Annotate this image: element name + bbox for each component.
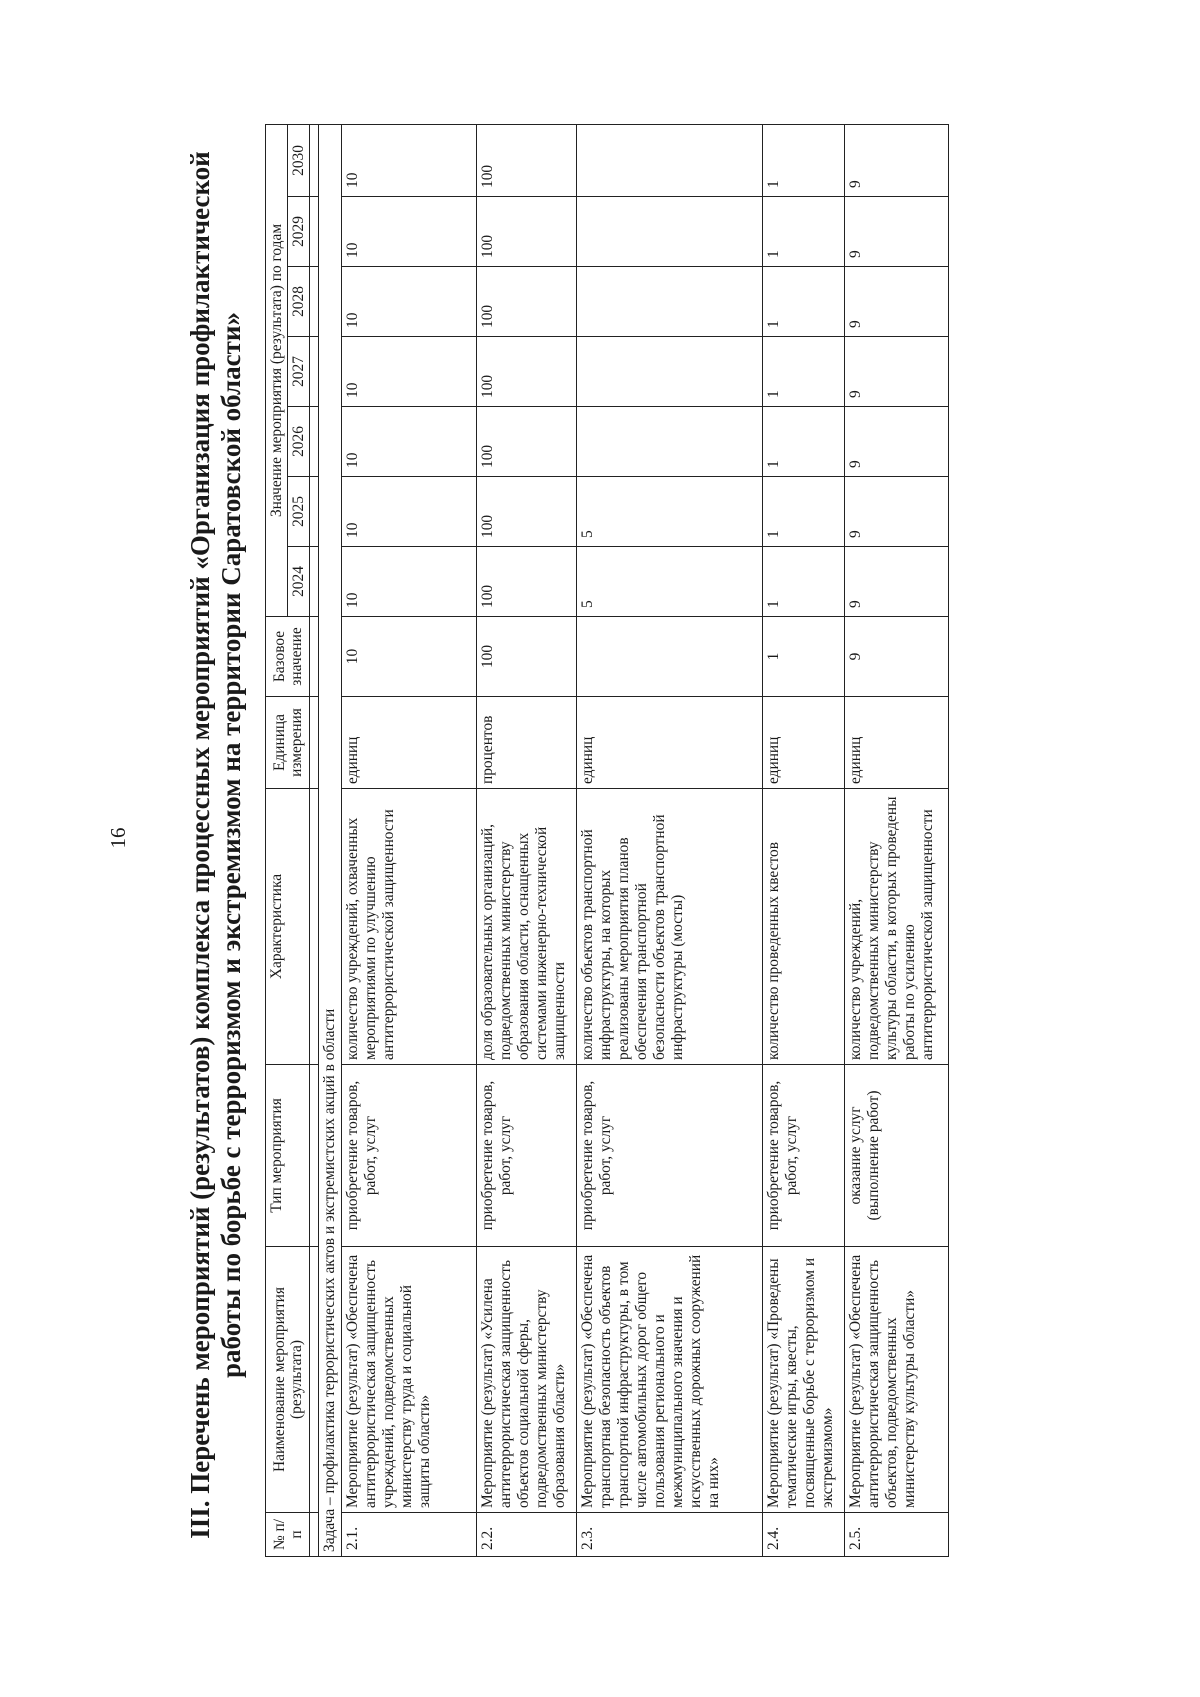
row-value: 1 — [763, 197, 845, 267]
row-unit: процентов — [477, 697, 577, 789]
table-row — [763, 124, 845, 1556]
row-value: 10 — [342, 197, 477, 267]
row-value: 9 — [845, 197, 949, 267]
header-characteristic: Характеристика — [266, 789, 310, 1065]
row-value: 10 — [342, 267, 477, 337]
row-type: приобретение товаров, работ, услуг — [763, 1065, 845, 1247]
row-value: 100 — [477, 407, 577, 477]
row-name: Мероприятие (результат) «Обеспечена антитеррористическая защищенность объектов, подведомственных министерству культуры области» — [845, 1247, 949, 1513]
row-characteristic: количество объектов транспортной инфраструктуры, на которых реализованы мероприятия планов обеспечения транспортной безопасности объектов транспортной инфраструктуры (мосты) — [577, 789, 763, 1065]
row-type: приобретение товаров, работ, услуг — [477, 1065, 577, 1247]
page-number: 16 — [106, 827, 130, 849]
row-name: Мероприятие (результат) «Обеспечена антитеррористическая защищенность учреждений, подведомственных министерству труда и социальной защиты области» — [342, 1247, 477, 1513]
header-year: 2028 — [288, 267, 310, 337]
row-value: 100 — [477, 267, 577, 337]
row-name: Мероприятие (результат) «Усилена антитеррористическая защищенность объектов социальной сферы, подведомственных министерству образования области» — [477, 1247, 577, 1513]
table-row — [845, 124, 949, 1556]
row-value: 1 — [763, 407, 845, 477]
row-num: 2.5. — [845, 1513, 949, 1557]
row-value: 100 — [477, 124, 577, 196]
header-year: 2026 — [288, 407, 310, 477]
row-value: 9 — [845, 547, 949, 617]
row-unit: единиц — [577, 697, 763, 789]
row-type: приобретение товаров, работ, услуг — [577, 1065, 763, 1247]
row-unit: единиц — [342, 697, 477, 789]
table-row — [477, 124, 577, 1556]
row-base: 1 — [763, 617, 845, 697]
header-base: Базовое значение — [266, 617, 310, 697]
header-year: 2024 — [288, 547, 310, 617]
row-value: 10 — [342, 407, 477, 477]
row-characteristic: количество учреждений, охваченных мероприятиями по улучшению антитеррористической защищенности — [342, 789, 477, 1065]
row-type: оказание услуг (выполнение работ) — [845, 1065, 949, 1247]
activities-table — [265, 124, 949, 1557]
row-value: 1 — [763, 267, 845, 337]
title-line-2: работы по борьбе с терроризмом и экстремизмом на территории Саратовской области» — [216, 312, 246, 1378]
row-characteristic: количество учреждений, подведомственных министерству культуры области, в которых проведены работы по усилению антитеррористической защищенности — [845, 789, 949, 1065]
row-base: 100 — [477, 617, 577, 697]
table-row — [342, 124, 477, 1556]
row-num: 2.1. — [342, 1513, 477, 1557]
row-base — [577, 617, 763, 697]
row-value: 9 — [845, 267, 949, 337]
spacer-row — [310, 124, 319, 1556]
row-unit: единиц — [763, 697, 845, 789]
row-value: 100 — [477, 547, 577, 617]
row-value — [577, 407, 763, 477]
row-value: 1 — [763, 124, 845, 196]
row-value: 1 — [763, 547, 845, 617]
header-num: № п/п — [266, 1513, 310, 1557]
row-value: 10 — [342, 124, 477, 196]
header-unit: Единица измерения — [266, 697, 310, 789]
row-value: 100 — [477, 337, 577, 407]
row-value: 9 — [845, 477, 949, 547]
row-value — [577, 337, 763, 407]
header-name: Наименование мероприятия (результата) — [266, 1247, 310, 1513]
row-base: 9 — [845, 617, 949, 697]
row-unit: единиц — [845, 697, 949, 789]
table-row — [577, 124, 763, 1556]
row-value: 1 — [763, 477, 845, 547]
row-value: 10 — [342, 477, 477, 547]
row-name: Мероприятие (результат) «Обеспечена транспортная безопасность объектов транспортной инфраструктуры, в том числе автомобильных дорог общего пользования регионального и межмуниципального значения и искусственных дорожных сооружений на них» — [577, 1247, 763, 1513]
row-value: 1 — [763, 337, 845, 407]
row-base: 10 — [342, 617, 477, 697]
row-num: 2.3. — [577, 1513, 763, 1557]
row-value: 9 — [845, 124, 949, 196]
row-value: 9 — [845, 407, 949, 477]
row-characteristic: количество проведенных квестов — [763, 789, 845, 1065]
task-label: Задача – профилактика террористических актов и экстремистских акций в области — [319, 124, 342, 1556]
header-year: 2027 — [288, 337, 310, 407]
row-value: 5 — [577, 477, 763, 547]
row-characteristic: доля образовательных организаций, подведомственных министерству образования области, оснащенных системами инженерно-технической защищенности — [477, 789, 577, 1065]
row-num: 2.4. — [763, 1513, 845, 1557]
rotated-page-content — [185, 105, 1005, 1585]
row-value: 5 — [577, 547, 763, 617]
row-name: Мероприятие (результат) «Проведены тематические игры, квесты, посвященные борьбе с терроризмом и экстремизмом» — [763, 1247, 845, 1513]
row-value: 10 — [342, 547, 477, 617]
row-value: 100 — [477, 477, 577, 547]
row-value — [577, 124, 763, 196]
row-value: 9 — [845, 337, 949, 407]
row-value — [577, 197, 763, 267]
header-values-by-year: Значение мероприятия (результата) по годам — [266, 124, 288, 616]
row-type: приобретение товаров, работ, услуг — [342, 1065, 477, 1247]
header-year: 2030 — [288, 124, 310, 196]
header-type: Тип мероприятия — [266, 1065, 310, 1247]
row-value — [577, 267, 763, 337]
header-year: 2025 — [288, 477, 310, 547]
section-title — [185, 105, 247, 1585]
header-year: 2029 — [288, 197, 310, 267]
row-value: 10 — [342, 337, 477, 407]
task-row — [319, 124, 342, 1556]
row-num: 2.2. — [477, 1513, 577, 1557]
title-line-1: III. Перечень мероприятий (результатов) комплекса процессных мероприятий «Организация профилактической — [185, 151, 215, 1539]
row-value: 100 — [477, 197, 577, 267]
